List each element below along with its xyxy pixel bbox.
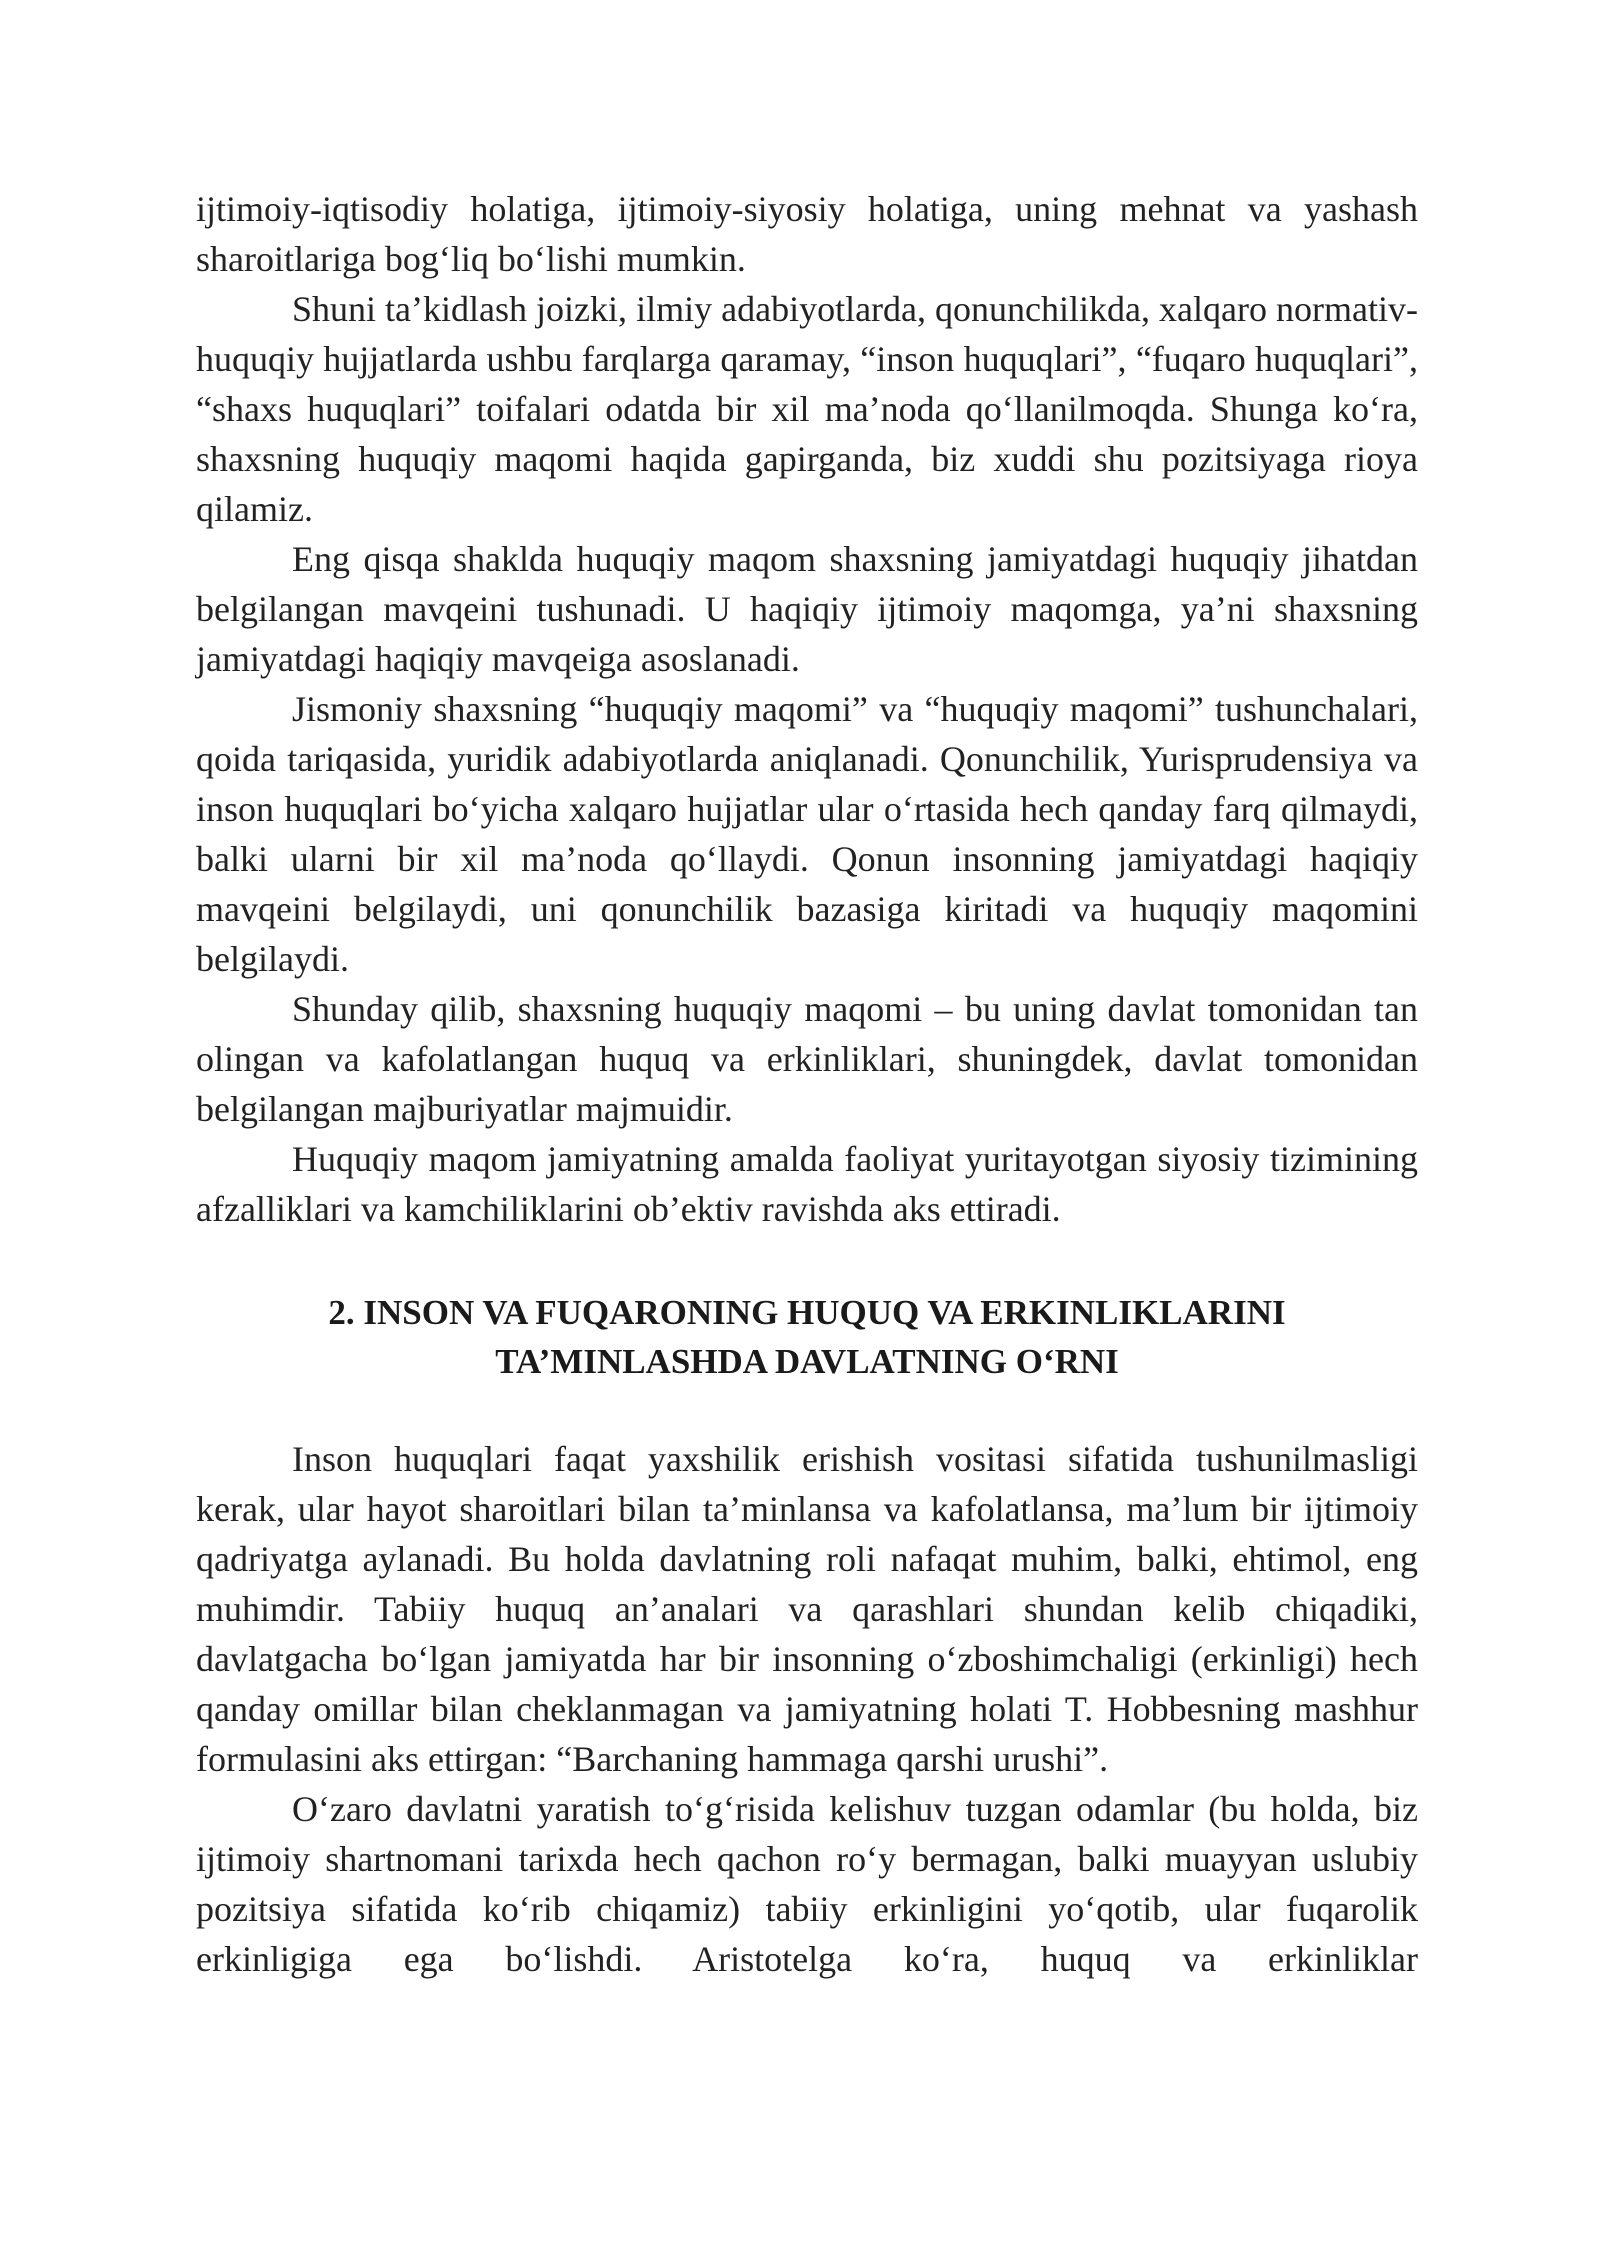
paragraph: Jismoniy shaxsning “huquqiy maqomi” va “huquqiy maqomi” tushunchalari, qoida tariqasida, yuridik adabiyotlarda aniqlanadi. Qonunchilik, Yurisprudensiya va inson huquqlari bo‘yicha xalqaro hujjatlar ular o‘rtasida hech qanday farq qilmaydi, balki ularni bir xil ma’noda qo‘llaydi. Qonun insonning jamiyatdagi haqiqiy mavqeini belgilaydi, uni qonunchilik bazasiga kiritadi va huquqiy maqomini belgilaydi. [196, 689, 1418, 979]
paragraph: Eng qisqa shaklda huquqiy maqom shaxsning jamiyatdagi huquqiy jihatdan belgilangan mavqeini tushunadi. U haqiqiy ijtimoiy maqomga, ya’ni shaxsning jamiyatdagi haqiqiy mavqeiga asoslanadi. [196, 539, 1418, 679]
document-page [196, 184, 1418, 1984]
section-heading-line: TA’MINLASHDA DAVLATNING O‘RNI [495, 1342, 1119, 1381]
section-heading-line: 2. INSON VA FUQARONING HUQUQ VA ERKINLIKLARINI [328, 1293, 1286, 1332]
paragraph: O‘zaro davlatni yaratish to‘g‘risida kelishuv tuzgan odamlar (bu holda, biz ijtimoiy shartnomani tarixda hech qachon ro‘y bermagan, balki muayyan uslubiy pozitsiya sifatida ko‘rib chiqamiz) tabiiy erkinligini yo‘qotib, ular fuqarolik erkinligiga ega bo‘lishdi. Aristotelga ko‘ra, huquq va erkinliklar [196, 1789, 1418, 1979]
paragraph: Shunday qilib, shaxsning huquqiy maqomi – bu uning davlat tomonidan tan olingan va kafolatlangan huquq va erkinliklari, shuningdek, davlat tomonidan belgilangan majburiyatlar majmuidir. [196, 989, 1418, 1129]
paragraph: Huquqiy maqom jamiyatning amalda faoliyat yuritayotgan siyosiy tizimining afzalliklari va kamchiliklarini ob’ektiv ravishda aks ettiradi. [196, 1139, 1418, 1229]
paragraph: Shuni ta’kidlash joizki, ilmiy adabiyotlarda, qonunchilikda, xalqaro normativ-huquqiy hujjatlarda ushbu farqlarga qaramay, “inson huquqlari”, “fuqaro huquqlari”, “shaxs huquqlari” toifalari odatda bir xil ma’noda qo‘llanilmoqda. Shunga ko‘ra, shaxsning huquqiy maqomi haqida gapirganda, biz xuddi shu pozitsiyaga rioya qilamiz. [196, 289, 1418, 529]
section-heading [196, 1288, 1418, 1386]
paragraph: Inson huquqlari faqat yaxshilik erishish vositasi sifatida tushunilmasligi kerak, ular hayot sharoitlari bilan ta’minlansa va kafolatlansa, ma’lum bir ijtimoiy qadriyatga aylanadi. Bu holda davlatning roli nafaqat muhim, balki, ehtimol, eng muhimdir. Tabiiy huquq an’analari va qarashlari shundan kelib chiqadiki, davlatgacha bo‘lgan jamiyatda har bir insonning o‘zboshimchaligi (erkinligi) hech qanday omillar bilan cheklanmagan va jamiyatning holati T. Hobbesning mashhur formulasini aks ettirgan: “Barchaning hammaga qarshi urushi”. [196, 1439, 1418, 1779]
paragraph: ijtimoiy-iqtisodiy holatiga, ijtimoiy-siyosiy holatiga, uning mehnat va yashash sharoitlariga bog‘liq bo‘lishi mumkin. [196, 189, 1418, 279]
